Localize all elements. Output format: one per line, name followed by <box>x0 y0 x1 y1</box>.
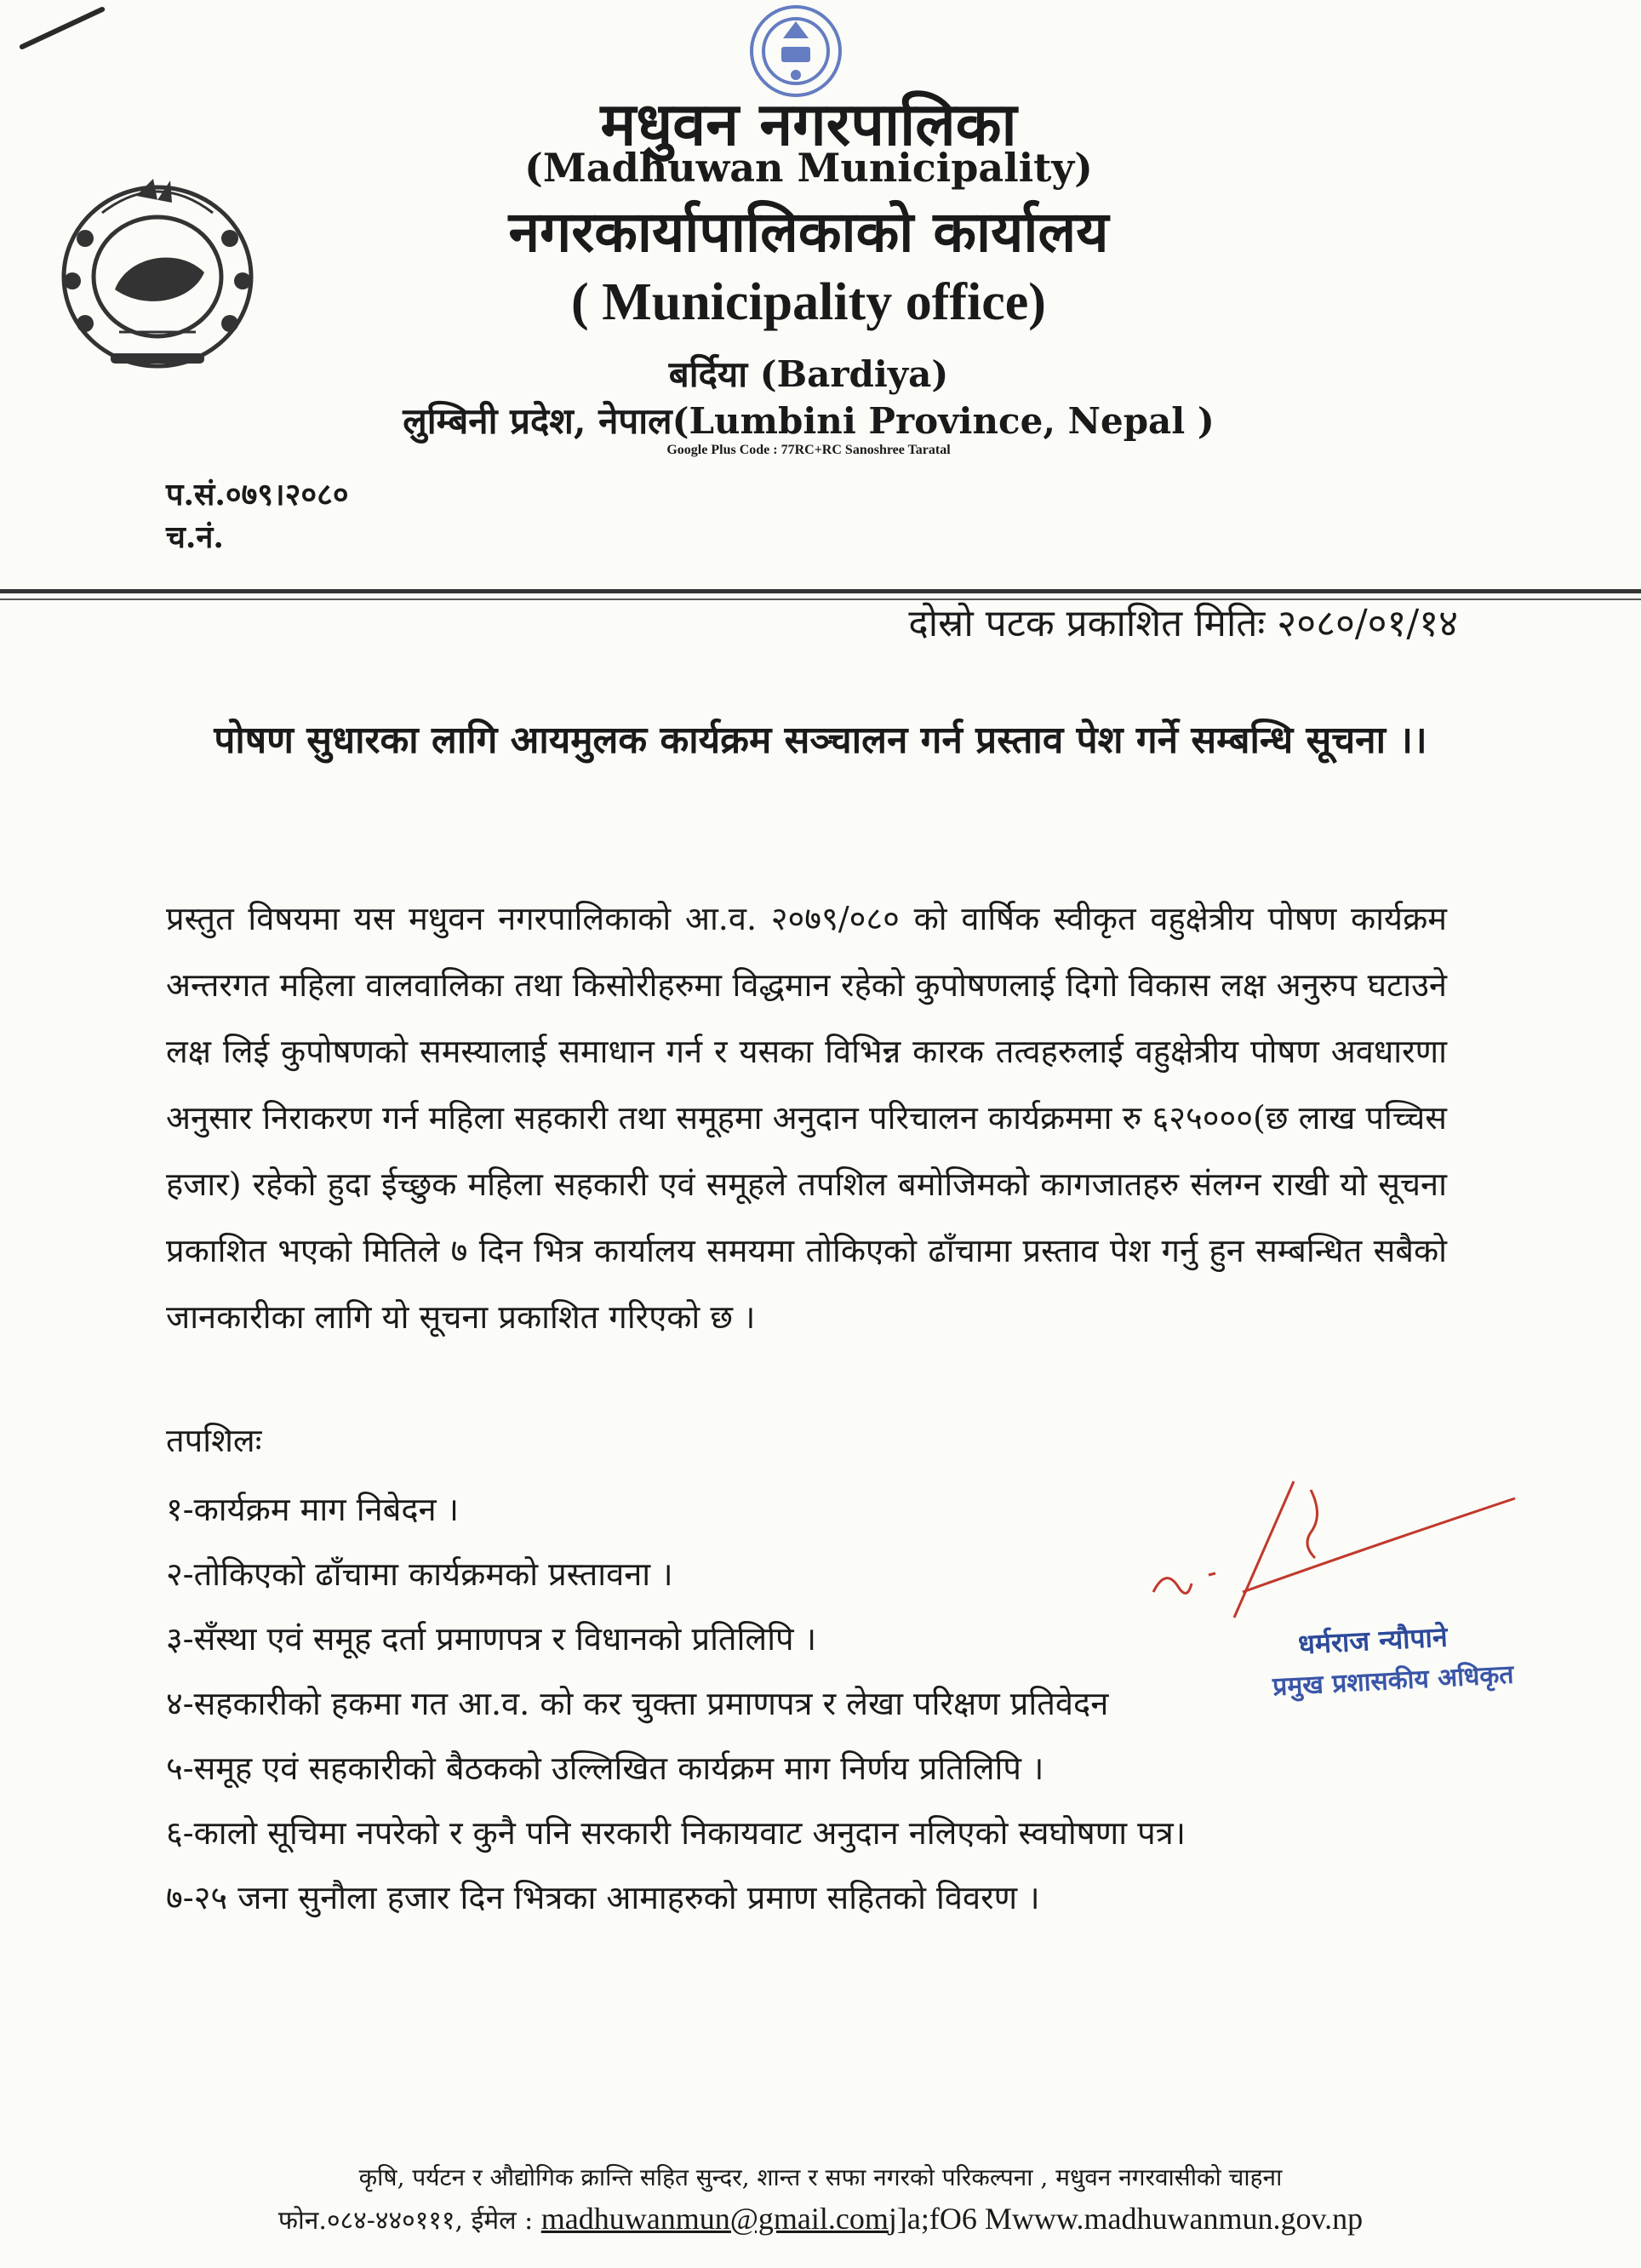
signatory-name: धर्मराज न्यौपाने <box>1297 1620 1449 1661</box>
list-item: १-कार्यक्रम माग निबेदन । <box>166 1491 460 1528</box>
notice-body: प्रस्तुत विषयमा यस मधुवन नगरपालिकाको आ.व. २०७९/०८० को वार्षिक स्वीकृत वहुक्षेत्रीय पोषण कार्यक्रम अन्तरगत महिला वालवालिका तथा किसोरीहरुमा विद्धमान रहेको कुपोषणलाई दिगो विकास लक्ष अनुरुप घटाउने लक्ष लिई कुपोषणको समस्यालाई समाधान गर्न र यसका विभिन्न कारक तत्वहरुलाई वहुक्षेत्रीय पोषण अवधारणा अनुसार निराकरण गर्न महिला सहकारी तथा समूहमा अनुदान परिचालन कार्यक्रममा रु ६२५०००(छ लाख पच्चिस हजार) रहेको हुदा ईच्छुक महिला सहकारी एवं समूहले तपशिल बमोजिमको कागजातहरु संलग्न राखी यो सूचना प्रकाशित भएको मितिले ७ दिन भित्र कार्यालय समयमा तोकिएको ढाँचामा प्रस्ताव पेश गर्नु हुन सम्बन्धित सबैको जानकारीका लागि यो सूचना प्रकाशित गरिएको छ । <box>166 900 1447 1336</box>
signatory-title: प्रमुख प्रशासकीय अधिकृत <box>1272 1659 1515 1703</box>
list-item: ५-समूह एवं सहकारीको बैठकको उल्लिखित कार्यक्रम माग निर्णय प्रतिलिपि । <box>166 1750 1044 1787</box>
province: लुम्बिनी प्रदेश, नेपाल(Lumbini Province, Nepal ) <box>403 400 1215 442</box>
list-title: तपशिलः <box>166 1422 262 1459</box>
pen-mark <box>19 6 106 50</box>
handwritten-signature-icon <box>1141 1464 1532 1635</box>
footer-contact <box>0 2201 1641 2236</box>
list-item: ६-कालो सूचिमा नपरेको र कुनै पनि सरकारी निकायवाट अनुदान नलिएको स्वघोषणा पत्र। <box>166 1814 1186 1852</box>
publication-date: दोस्रो पटक प्रकाशित मितिः २०८०/०१/१४ <box>908 602 1458 645</box>
footer-phone: फोन.०८४-४४०१११, ईमेल : <box>277 2206 534 2236</box>
list-item: २-तोकिएको ढाँचामा कार्यक्रमको प्रस्तावना । <box>166 1555 673 1593</box>
nepal-government-emblem-icon <box>34 162 281 383</box>
notice-title: पोषण सुधारका लागि आयमुलक कार्यक्रम सञ्चालन गर्न प्रस्ताव पेश गर्ने सम्बन्धि सूचना ।। <box>214 719 1427 762</box>
reference-number: प.सं.०७९।२०८० <box>166 477 349 513</box>
footer-tagline: कृषि, पर्यटन र औद्योगिक क्रान्ति सहित सुन्दर, शान्त र सफा नगरको परिकल्पना , मधुवन नगरवासीको चाहना <box>358 2163 1283 2191</box>
list-item: ३-सँस्था एवं समूह दर्ता प्रमाणपत्र र विधानको प्रतिलिपि । <box>166 1620 817 1658</box>
header-divider <box>0 589 1641 593</box>
municipality-name-np: मधुवन नगरपालिका <box>600 89 1017 159</box>
footer-website[interactable]: j]a;fO6 Mwww.madhuwanmun.gov.np <box>888 2202 1364 2236</box>
requirements-list <box>166 1477 1186 1930</box>
office-name-np: नगरकार्यापालिकाको कार्यालय <box>508 198 1109 265</box>
municipality-name-en: (Madhuwan Municipality) <box>524 145 1093 191</box>
plus-code: Google Plus Code : 77RC+RC Sanoshree Taratal <box>666 443 951 457</box>
district: बर्दिया (Bardiya) <box>668 353 949 395</box>
footer-email[interactable]: madhuwanmun@gmail.com <box>540 2202 889 2236</box>
list-item: ७-२५ जना सुनौला हजार दिन भित्रका आमाहरुको प्रमाण सहितको विवरण । <box>166 1879 1040 1916</box>
dispatch-number: च.नं. <box>166 519 224 555</box>
office-name-en: ( Municipality office) <box>571 273 1046 331</box>
list-item: ४-सहकारीको हकमा गत आ.व. को कर चुक्ता प्रमाणपत्र र लेखा परिक्षण प्रतिवेदन <box>166 1685 1109 1722</box>
